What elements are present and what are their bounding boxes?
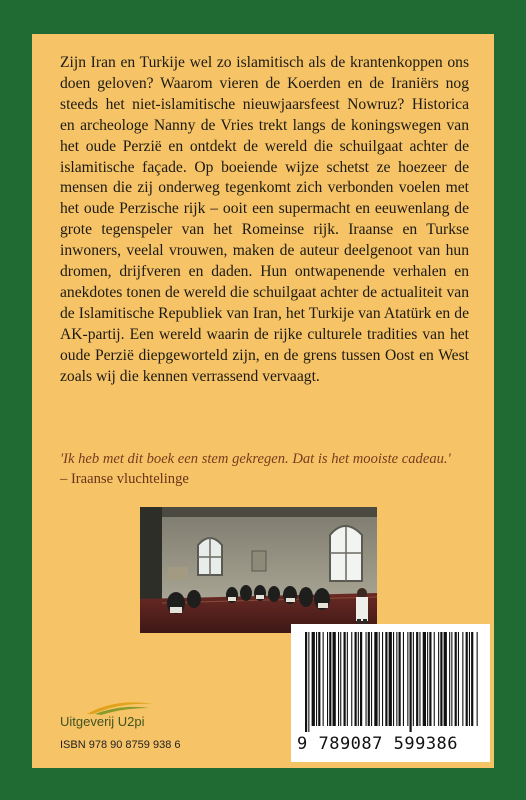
barcode-bar: [469, 632, 470, 726]
barcode-bar: [385, 632, 387, 726]
blurb-text: [60, 53, 469, 388]
barcode-bar: [333, 632, 336, 726]
barcode-bar: [329, 632, 331, 726]
barcode-bar: [327, 632, 328, 726]
barcode-bar: [351, 632, 352, 726]
blurb-line: schetst ze hoezeer de mensen die zij onderweg tegenkomt: [60, 158, 469, 197]
barcode-bar: [316, 632, 317, 726]
barcode-bar: [451, 632, 452, 726]
barcode-bar: [323, 632, 324, 726]
barcode-bar: [407, 632, 408, 726]
publisher-block: [60, 700, 240, 730]
blurb-line: wereld die schuilgaat achter de actualiteit van de Islamitische: [60, 283, 469, 322]
blurb-line: zich verbonden voelen met het oude Perzische rijk – ooit: [60, 179, 469, 218]
barcode-bar: [449, 632, 450, 726]
blurb-line: Perzië diepgeworteld zijn, en de grens tussen Oost en West: [94, 346, 469, 364]
blurb-line: ons doen geloven? Waarom vieren de Koerden en de Iraniërs: [60, 54, 470, 92]
barcode-bar: [416, 632, 418, 726]
blurb-line: koningswegen van het oude Perzië en ontdekt de wereld die: [60, 116, 470, 155]
barcode-bar: [471, 632, 473, 726]
barcode-bar: [477, 632, 478, 726]
barcode-bar: [462, 632, 463, 726]
mosque-interior-photo: [140, 507, 377, 633]
barcode-bar: [374, 632, 377, 726]
quote-source: – Iraanse vluchtelinge: [60, 471, 189, 487]
barcode-bar: [429, 632, 431, 726]
barcode-bar: [413, 632, 414, 726]
barcode-bar: [427, 632, 428, 726]
barcode-bar: [347, 632, 348, 726]
barcode-bar: [305, 632, 307, 732]
barcode-bar: [438, 632, 439, 726]
barcode-bar: [366, 632, 367, 726]
barcode-bar: [308, 632, 309, 732]
barcode-bar: [403, 632, 404, 726]
barcode-bar: [355, 632, 357, 726]
blurb-line: Zijn Iran en Turkije wel zo islamitisch als de krantenkoppen: [60, 54, 443, 71]
isbn-text: ISBN 978 90 8759 938 6: [60, 739, 181, 751]
barcode-bar: [393, 632, 394, 726]
barcode-bar: [419, 632, 420, 726]
barcode-bar: [340, 632, 341, 726]
barcode-bar: [466, 632, 468, 726]
barcode-bar: [368, 632, 370, 726]
blurb-line: Romeinse rijk. Iraanse en Turkse inwoners, veelal vrouwen,: [60, 221, 469, 260]
barcode-bar: [312, 632, 315, 726]
quote-text: 'Ik heb met dit boek een stem gekregen. Dat is het mooiste cadeau.': [60, 451, 451, 467]
barcode-bar: [382, 632, 383, 726]
barcode-bar: [358, 632, 359, 726]
barcode-bar: [371, 632, 372, 726]
blurb-line: Een wereld waarin de rijke culturele tradities van het oude: [60, 325, 470, 364]
barcode-bar: [440, 632, 442, 726]
barcode-bar: [444, 632, 447, 726]
blurb-line: zoals wij die kennen verrassend vervaagt.: [60, 367, 320, 385]
barcode-digits: 9 789087 599386: [297, 734, 459, 754]
barcode-bar: [434, 632, 435, 726]
barcode: [291, 624, 490, 762]
blurb-line: schuilgaat achter de islamitische façade. Op boeiende wijze: [60, 137, 469, 176]
photo-illustration: [140, 507, 377, 633]
blurb-line: nog steeds het niet-islamitische nieuwjaarsfeest Nowruz?: [60, 74, 469, 113]
barcode-bar: [344, 632, 346, 726]
blurb-line: Historica en archeologe Nanny de Vries trekt langs de: [60, 95, 469, 134]
barcode-bars: [301, 632, 481, 732]
barcode-bar: [423, 632, 426, 726]
blurb-line: daden. Hun ontwapenende verhalen en anekdotes tonen de: [60, 263, 469, 301]
barcode-bar: [379, 632, 380, 726]
barcode-bar: [458, 632, 459, 726]
barcode-bar: [318, 632, 320, 726]
barcode-bar: [396, 632, 397, 726]
barcode-bar: [389, 632, 392, 726]
barcode-bar: [399, 632, 401, 726]
testimonial-quote: [60, 449, 480, 489]
barcode-bar: [360, 632, 362, 726]
barcode-bar: [338, 632, 339, 726]
barcode-bar: [410, 632, 412, 732]
blurb-line: een supermacht en eeuwenlang de grote tegenspeler van het: [60, 200, 469, 239]
barcode-bar: [455, 632, 457, 726]
publisher-name: Uitgeverij U2pi: [60, 714, 145, 729]
blurb-line: maken de auteur deelgenoot van hun dromen, drijfveren en: [60, 242, 469, 281]
blurb-line: Republiek van Iran, het Turkije van Atatürk en de AK-partij.: [60, 304, 469, 343]
